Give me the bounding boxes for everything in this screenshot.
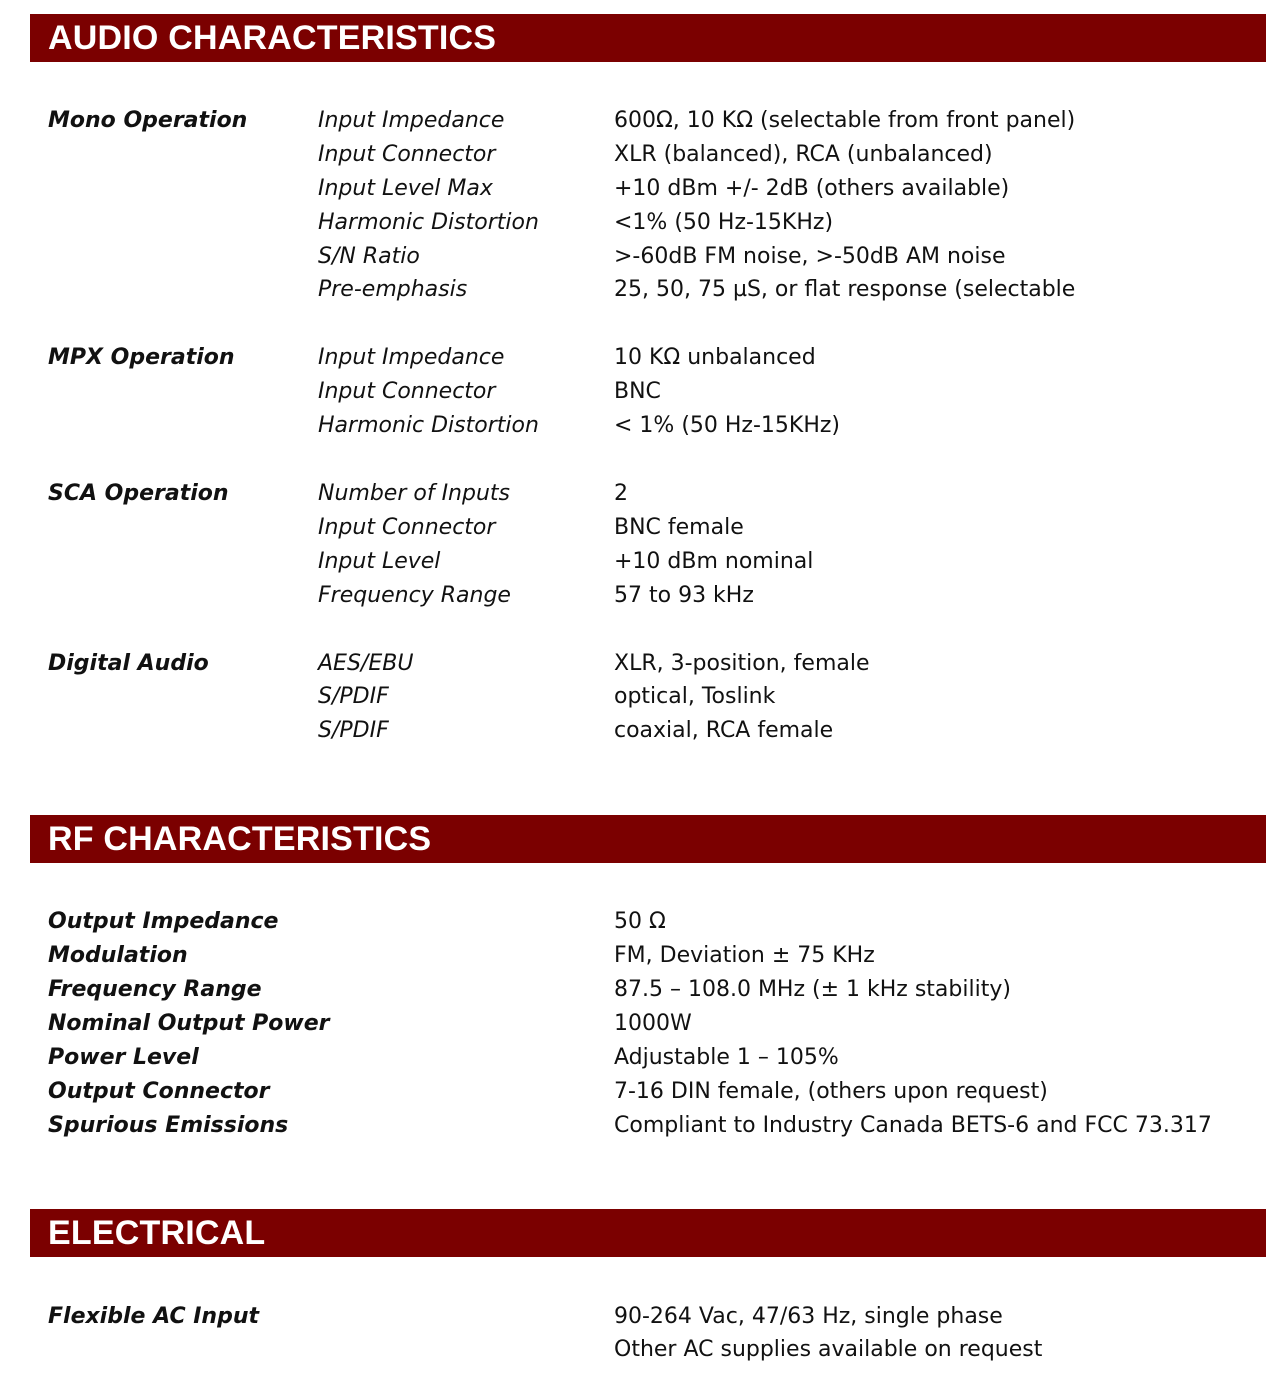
spec-value: <1% (50 Hz-15KHz) [614, 210, 834, 235]
spec-label: Input Level [318, 549, 441, 574]
spec-value: 57 to 93 kHz [614, 583, 754, 608]
spec-label: Harmonic Distortion [318, 413, 539, 438]
spec-value: Adjustable 1 – 105% [614, 1045, 839, 1070]
spec-label: Input Impedance [318, 108, 505, 133]
spec-value: >-60dB FM noise, >-50dB AM noise [614, 244, 1006, 269]
rf-section-header: RF CHARACTERISTICS [30, 815, 1266, 863]
spec-label: Input Connector [318, 379, 496, 404]
spec-value: BNC female [614, 515, 744, 540]
digital-audio-category: Digital Audio [48, 651, 209, 676]
spec-label: Pre-emphasis [318, 277, 468, 302]
spec-label: Input Level Max [318, 176, 493, 201]
spec-value: 2 [614, 481, 628, 506]
spec-label: Modulation [48, 943, 188, 968]
spec-value: 25, 50, 75 µS, or flat response (selectable [614, 277, 1076, 302]
spec-label: Number of Inputs [318, 481, 510, 506]
spec-label: Input Impedance [318, 345, 505, 370]
spec-value: +10 dBm +/- 2dB (others available) [614, 176, 1010, 201]
spec-label: Power Level [48, 1045, 199, 1070]
spec-label: AES/EBU [318, 651, 414, 676]
spec-label: Frequency Range [48, 977, 262, 1002]
mpx-operation-category: MPX Operation [48, 345, 235, 370]
spec-label: Frequency Range [318, 583, 511, 608]
spec-value: 600Ω, 10 KΩ (selectable from front panel) [614, 108, 1076, 133]
spec-value: XLR, 3-position, female [614, 651, 870, 676]
spec-value: 1000W [614, 1011, 692, 1036]
spec-value: < 1% (50 Hz-15KHz) [614, 413, 841, 438]
spec-label: Input Connector [318, 515, 496, 540]
spec-value: Other AC supplies available on request [614, 1337, 1043, 1362]
spec-value: BNC [614, 379, 661, 404]
electrical-section-header: ELECTRICAL [30, 1209, 1266, 1257]
spec-value: 50 Ω [614, 909, 666, 934]
spec-label: Output Connector [48, 1079, 270, 1104]
spec-value: 90-264 Vac, 47/63 Hz, single phase [614, 1304, 1003, 1329]
spec-value: XLR (balanced), RCA (unbalanced) [614, 142, 993, 167]
spec-label: Nominal Output Power [48, 1011, 330, 1036]
audio-section-header: AUDIO CHARACTERISTICS [30, 14, 1266, 62]
spec-label: S/N Ratio [318, 244, 420, 269]
spec-value: FM, Deviation ± 75 KHz [614, 943, 875, 968]
sca-operation-category: SCA Operation [48, 481, 229, 506]
spec-label: S/PDIF [318, 718, 389, 743]
spec-label: Output Impedance [48, 909, 279, 934]
spec-value: 7-16 DIN female, (others upon request) [614, 1079, 1048, 1104]
spec-value: coaxial, RCA female [614, 718, 834, 743]
spec-value: 87.5 – 108.0 MHz (± 1 kHz stability) [614, 977, 1011, 1002]
spec-label: Spurious Emissions [48, 1113, 289, 1138]
spec-label: Input Connector [318, 142, 496, 167]
spec-value: 10 KΩ unbalanced [614, 345, 816, 370]
spec-value: optical, Toslink [614, 684, 776, 709]
spec-label: S/PDIF [318, 684, 389, 709]
spec-value: +10 dBm nominal [614, 549, 814, 574]
mono-operation-category: Mono Operation [48, 108, 248, 133]
spec-label: Flexible AC Input [48, 1304, 260, 1329]
spec-label: Harmonic Distortion [318, 210, 539, 235]
spec-value: Compliant to Industry Canada BETS-6 and FCC 73.317 [614, 1113, 1212, 1138]
